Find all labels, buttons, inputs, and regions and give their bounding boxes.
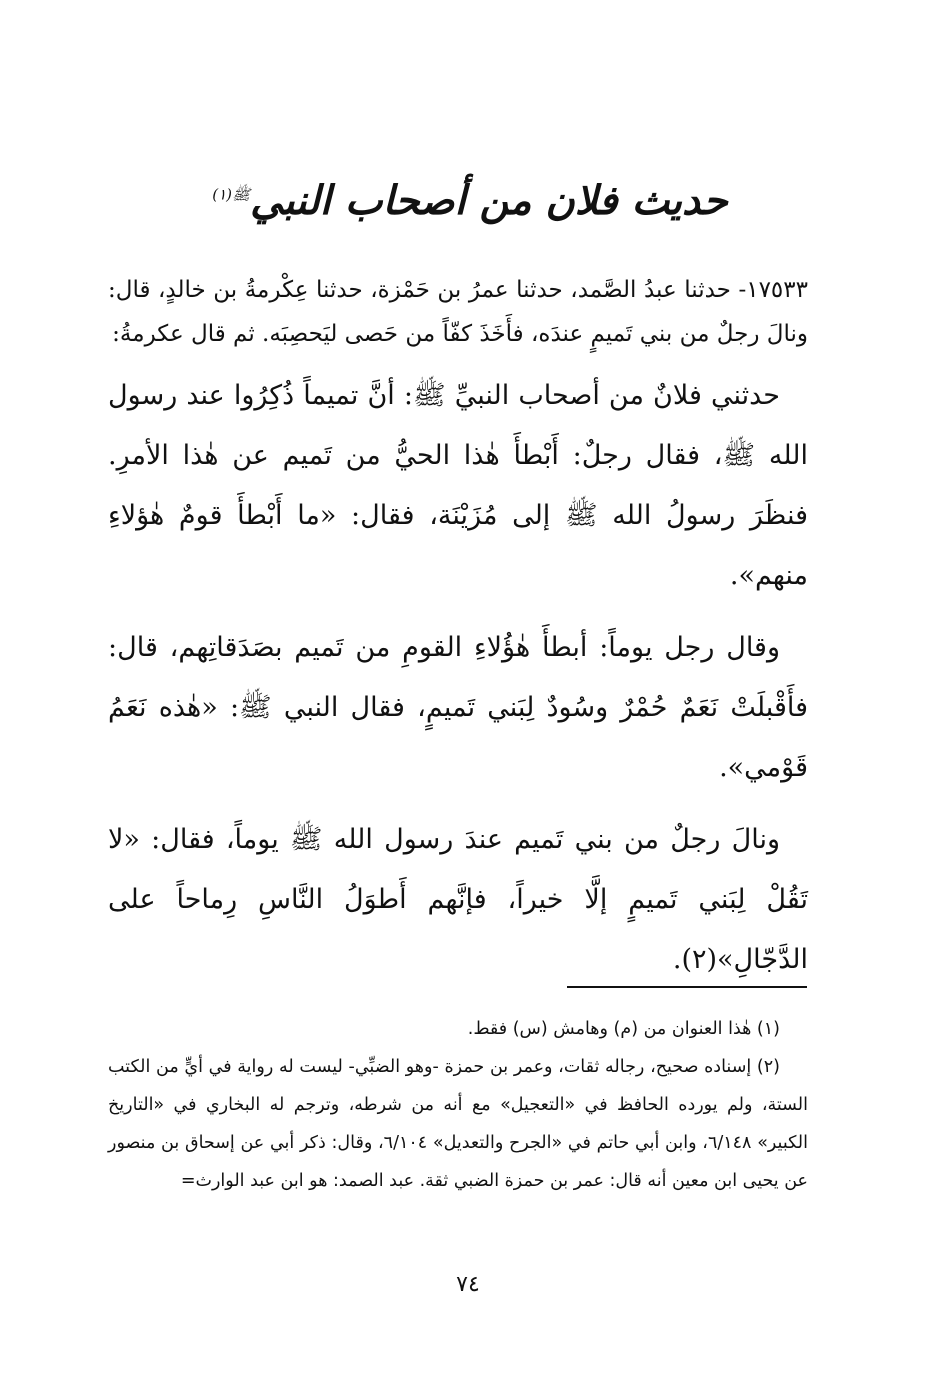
chapter-title — [170, 175, 770, 227]
hadith-paragraph: حدثني فلانٌ من أصحاب النبيِّ ﷺ: أنَّ تميماً ذُكِرُوا عند رسول الله ﷺ، فقال رجلٌ: أَبْطأَ هٰذا الحيُّ من تَميم عن هٰذا الأمرِ. فنظَرَ رسولُ الله ﷺ إلى مُزَيْنَة، فقال: «ما أَبْطأَ قومٌ هٰؤلاءِ منهم». — [108, 380, 808, 591]
chapter-title-text: حديث فلان من أصحاب النبي — [250, 177, 728, 224]
footnotes — [108, 1010, 808, 1200]
hadith-isnad-paragraph: ١٧٥٣٣- حدثنا عبدُ الصَّمد، حدثنا عمرُ بن حَمْزة، حدثنا عِكْرمةُ بن خالدٍ، قال: ونالَ رجلٌ من بني تَميمٍ عندَه، فأَخَذَ كفّاً من حَصى ليَحصِبَه. ثم قال عكرمةُ: — [108, 277, 808, 347]
hadith-paragraph: ونالَ رجلٌ من بني تَميم عندَ رسول الله ﷺ يوماً، فقال: «لا تَقُلْ لِبَني تَميمٍ إلَّا خيراً، فإنَّهم أَطوَلُ النَّاسِ رِماحاً على الدَّجّالِ»(٢). — [108, 824, 808, 975]
main-text — [108, 268, 808, 990]
page-number: ٧٤ — [456, 1272, 480, 1297]
footnote: (٢) إسناده صحيح، رجاله ثقات، وعمر بن حمزة -وهو الضبِّي- ليست له رواية في أيٍّ من الكتب الستة، ولم يورده الحافظ في «التعجيل» مع أنه من شرطه، وترجم له البخاري في «التاريخ الكبير» ٦/١٤٨، وابن أبي حاتم في «الجرح والتعديل» ٦/١٠٤، وقال: ذكر أبي عن إسحاق بن منصور عن يحيى ابن معين أنه قال: عمر بن حمزة الضبي ثقة. عبد الصمد: هو ابن عبد الوارث= — [108, 1057, 808, 1191]
hadith-paragraph: وقال رجل يوماً: أبطأَ هٰؤُلاءِ القومِ من تَميم بصَدَقاتِهم، قال: فأَقْبلَتْ نَعَمٌ حُمْرٌ وسُودٌ لِبَني تَميمٍ، فقال النبي ﷺ: «هٰذه نَعَمُ قَوْمي». — [108, 632, 808, 783]
footnote-divider — [567, 986, 807, 988]
honorific-mark: ﷺ — [232, 185, 251, 204]
title-footnote-marker: (١) — [212, 185, 233, 204]
footnote: (١) هٰذا العنوان من (م) وهامش (س) فقط. — [467, 1019, 780, 1039]
